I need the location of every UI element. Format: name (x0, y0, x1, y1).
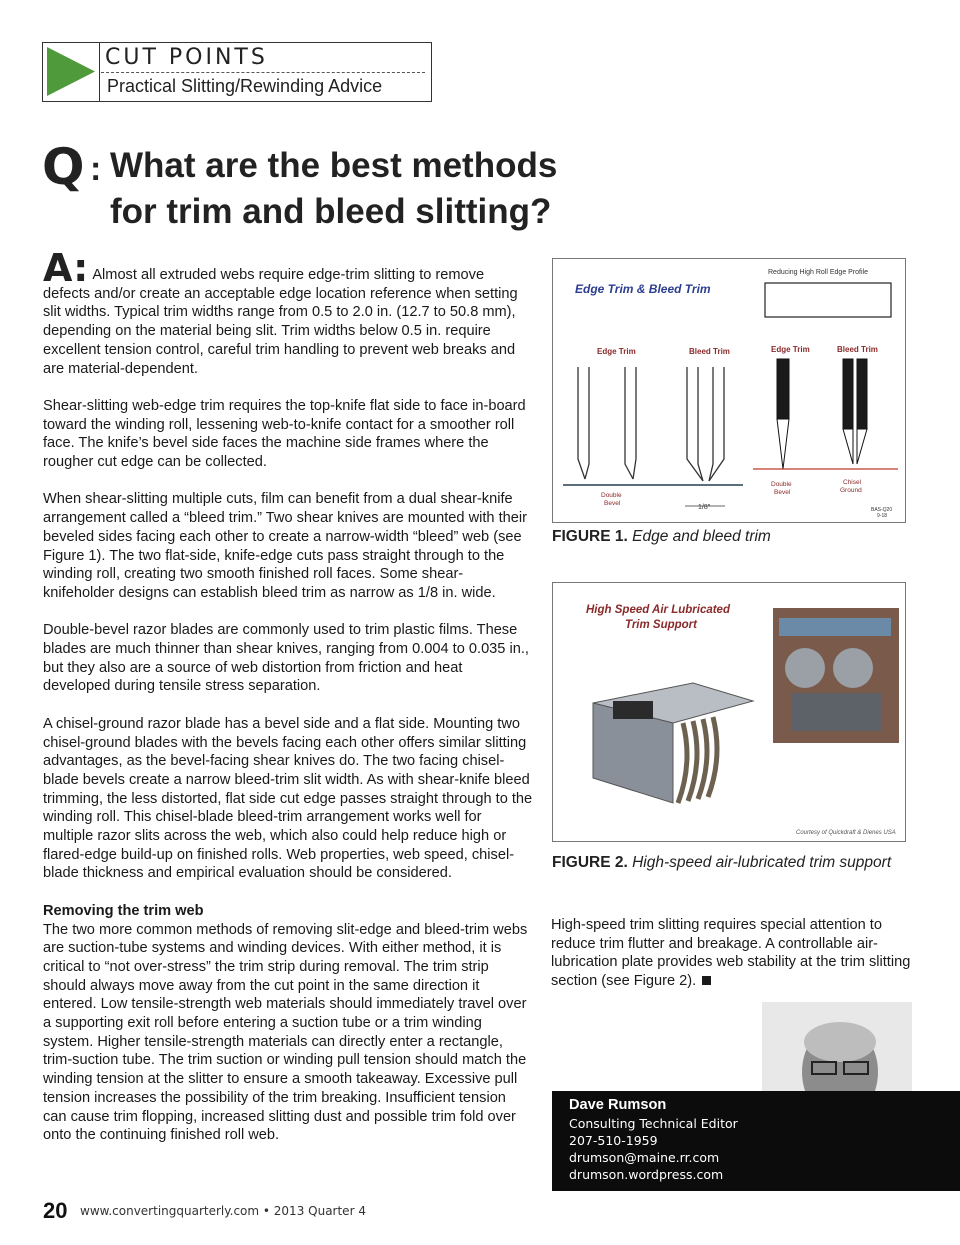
svg-text:Ground: Ground (840, 487, 862, 494)
paragraph: The two more common methods of removing slit-edge and bleed-trim webs are suction-tube systems and winding devices. With either method, it is critical to “not over-stress” the trim strip during removal. The trim strip should always move away from the cut point in the same direction it entered. Low tensile-strength web materials should immediately travel over a supporting exit roll before entering a suction tube or a trim winding system. Higher tensile-strength materials can directly enter a rectangle, trim-suction tube. The trim suction or winding pull tension should match the winding tension at the slitter to ensure a smooth takeaway. Excessive pull tension increases the possibility of the trim breaking. Insufficient tension can cause trim flopping, increased slitting dust and possible trim fold over onto the continuing finished roll web. (43, 921, 528, 1144)
roll-profile-box (765, 283, 891, 317)
title-line-1: What are the best methods (110, 146, 558, 185)
edge-trim-label-right: Edge Trim (771, 345, 810, 354)
answer-letter: A: (43, 246, 89, 290)
figure-2-credit: Courtesy of Quickdraft & Dienes USA (796, 830, 896, 836)
figure-1-caption: FIGURE 1. Edge and bleed trim (552, 528, 771, 545)
figure-2-caption: FIGURE 2. High-speed air-lubricated trim support (552, 854, 892, 871)
column-name: CUT POINTS (105, 45, 268, 70)
arrow-logo-icon (43, 43, 99, 100)
bleed-trim-label-left: Bleed Trim (689, 347, 730, 356)
sidebar-paragraph: High-speed trim slitting requires special attention to reduce trim flutter and breakage. A controllable air-lubrication plate provides web stability at the trim slitting section (see Figure 2). (551, 917, 911, 990)
paragraph: A: Almost all extruded webs require edge-trim slitting to remove defects and/or create an acceptable edge location reference when setting slit widths. Typical trim widths range from 0.5 to 2.0 in. (12.7 to 50.8 mm), depending on the material being slit. Trim widths below 0.5 in. require excellent tension control, careful trim handling to prevent web breaks and are material-dependent. (43, 246, 518, 377)
editor-card (552, 1091, 960, 1191)
air-lubricated-trim-support-illustration (593, 683, 753, 803)
question-colon: : (90, 150, 102, 188)
page-title (110, 143, 670, 235)
page-number: 20 (43, 1198, 68, 1223)
svg-text:Bevel: Bevel (774, 489, 791, 496)
editor-email[interactable]: drumson@maine.rr.com (569, 1150, 720, 1165)
shear-knife-edge-trim (578, 367, 636, 479)
figure-1-title: Edge Trim & Bleed Trim (575, 282, 711, 296)
figure-2-title-line-1: High Speed Air Lubricated (586, 604, 730, 616)
svg-text:Double: Double (771, 481, 792, 488)
paragraph: When shear-slitting multiple cuts, film can benefit from a dual shear-knife arrangement called a “bleed trim.” Two shear knives are mounted with their beveled sides facing each other to create a narrow-width “bleed” web (see Figure 1). The two flat-side, knife-edge cuts pass straight through to the winding roll, creating two smooth finished roll faces. Some shear-knifeholder designs can establish bleed trim as narrow as 1/8 in. wide. (43, 491, 527, 601)
double-bevel-blade (777, 359, 789, 469)
end-mark-icon (702, 976, 711, 985)
title-line-2: for trim and bleed slitting? (110, 192, 552, 231)
svg-text:9-18: 9-18 (877, 513, 888, 519)
edge-trim-label-left: Edge Trim (597, 347, 636, 356)
figure-1-diagram (552, 258, 906, 523)
svg-text:Chisel: Chisel (843, 479, 862, 486)
bleed-trim-label-right: Bleed Trim (837, 345, 878, 354)
column-subtitle: Practical Slitting/Rewinding Advice (107, 76, 383, 96)
question-letter: Q (42, 138, 85, 196)
editor-name: Dave Rumson (569, 1097, 667, 1113)
editor-title: Consulting Technical Editor (569, 1116, 738, 1131)
section-heading: Removing the trim web (43, 902, 204, 919)
width-marker: 1/8" (698, 504, 711, 511)
svg-text:BAS-Q20: BAS-Q20 (871, 507, 893, 513)
chisel-ground-blades (843, 359, 867, 464)
figure-2-title-line-2: Trim Support (625, 619, 697, 631)
svg-text:Double: Double (601, 492, 622, 499)
slitter-machine-photo (773, 608, 899, 743)
shear-knife-bleed-trim (687, 367, 724, 481)
editor-phone: 207-510-1959 (569, 1133, 658, 1148)
paragraph: Double-bevel razor blades are commonly used to trim plastic films. These blades are much thinner than shear knives, ranging from 0.004 to 0.035 in., but they also are a source of web distortion from friction and heat developed during tensile stress separation. (43, 622, 529, 695)
editor-blog[interactable]: drumson.wordpress.com (569, 1167, 724, 1182)
svg-text:Bevel: Bevel (604, 500, 621, 507)
footer-text: www.convertingquarterly.com • 2013 Quarter 4 (80, 1204, 366, 1218)
figure-2-photo (552, 582, 906, 842)
column-banner (42, 42, 432, 102)
profile-label: Reducing High Roll Edge Profile (768, 269, 868, 276)
paragraph: A chisel-ground razor blade has a bevel side and a flat side. Mounting two chisel-ground blades with the bevels facing each other offers similar slitting advantages, as the bevel-facing shear knives do. The two facing chisel-blade bevels create a narrow bleed-trim slit width. As with shear-knife bleed trimming, the less distorted, flat side cut edge passes straight through to the winding roll. This chisel-blade bleed-trim arrangement works well for multiple razor slits across the web, which also could help reduce high or flared-edge build-up on finished rolls. Web properties, web speed, chisel-blade thickness and empirical evaluation should be considered. (43, 715, 533, 882)
paragraph: Shear-slitting web-edge trim requires the top-knife flat side to face in-board toward the winding roll, lessening web-to-knife contact for a smoother roll face. The knife’s bevel side faces the machine side frames where the rougher cut edge can be collected. (43, 397, 526, 471)
article-body (43, 246, 533, 1164)
